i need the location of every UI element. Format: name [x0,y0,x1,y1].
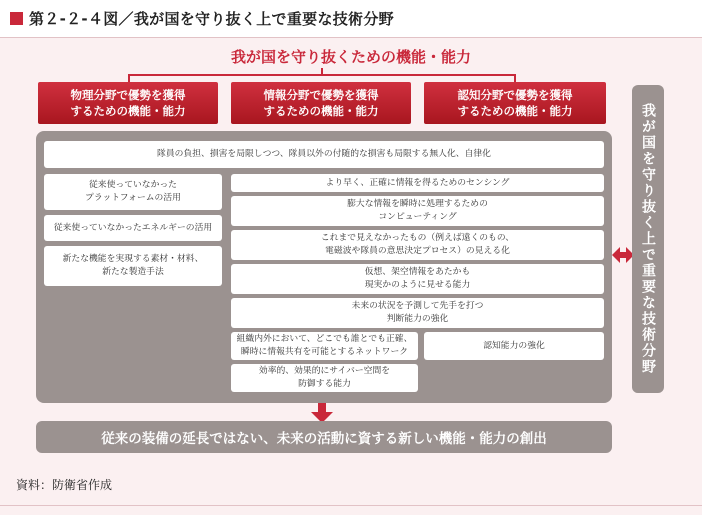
materials-item: 新たな機能を実現する素材・材料、 新たな製造手法 [44,246,222,286]
cyber-item: 効率的、効果的にサイバー空間を 防御する能力 [231,364,418,392]
category-physical: 物理分野で優勢を獲得 するための機能・能力 [38,82,218,124]
source-note: 資料：防衛省作成 [16,478,113,492]
figure-header [0,0,702,38]
computing-item: 膨大な情報を瞬時に処理するための コンピューティング [231,196,604,226]
visualization-item: これまで見えなかったもの（例えば遠くのもの、 電磁波や隊員の意思決定プロセス）の見える化 [231,230,604,260]
top-title: 我が国を守り抜くための機能・能力 [230,48,471,66]
category-cognitive: 認知分野で優勢を獲得 するための機能・能力 [424,82,606,124]
divider [0,505,702,506]
double-arrow-icon [612,246,634,264]
figure-title: 第２-２-４図／我が国を守り抜く上で重要な技術分野 [29,10,394,28]
down-arrow-icon [309,403,335,423]
network-item: 組織内外において、どこでも誰とでも正確、 瞬時に情報共有を可能とするネットワーク [231,332,418,360]
cognitive-item: 認知能力の強化 [424,332,604,360]
virtual-info-item: 仮想、架空情報をあたかも 現実かのように見せる能力 [231,264,604,294]
side-label-bar [632,85,664,393]
header-marker [10,12,23,25]
autonomy-item: 隊員の負担、損害を局限しつつ、隊員以外の付随的な損害も局限する無人化、自律化 [44,141,604,168]
energy-item: 従来使っていなかったエネルギーの活用 [44,215,222,241]
side-label: 我が国を守り抜く上で重要な技術分野 [640,103,656,375]
prediction-item: 未来の状況を予測して先手を打つ 判断能力の強化 [231,298,604,328]
sensing-item: より早く、正確に情報を得るためのセンシング [231,174,604,192]
top-bracket-stem [321,68,323,76]
category-information: 情報分野で優勢を獲得 するための機能・能力 [231,82,411,124]
platform-item: 従来使っていなかった プラットフォームの活用 [44,174,222,210]
bottom-conclusion: 従来の装備の延長ではない、未来の活動に資する新しい機能・能力の創出 [36,421,612,453]
